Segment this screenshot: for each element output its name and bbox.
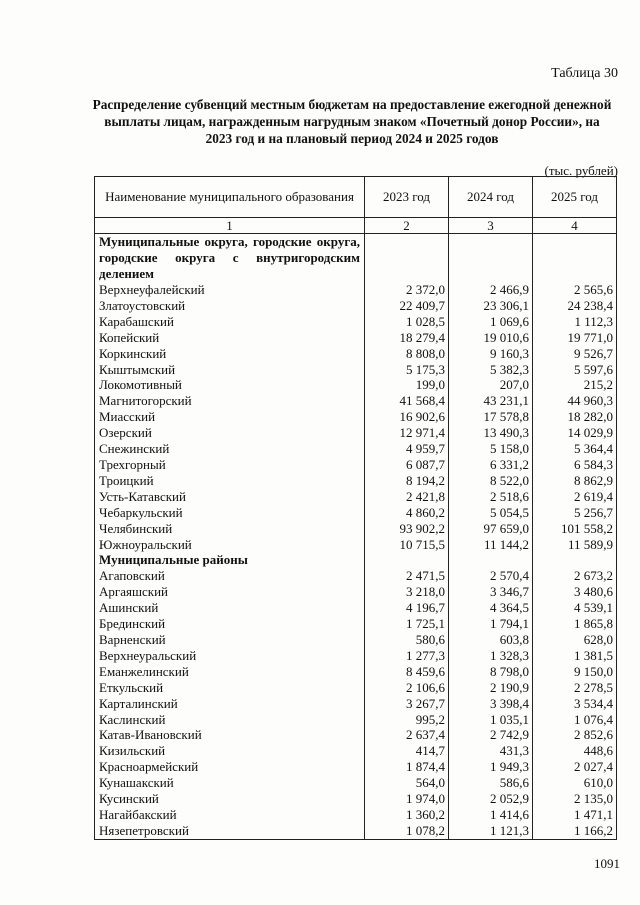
value-2024: 3 346,7 [449, 584, 533, 600]
value-2025: 9 150,0 [533, 664, 617, 680]
table-row [95, 346, 617, 362]
value-2025: 1 471,1 [533, 807, 617, 823]
value-2025: 2 673,2 [533, 568, 617, 584]
value-2024: 586,6 [449, 775, 533, 791]
municipality-name: Верхнеуральский [95, 648, 365, 664]
header-2023: 2023 год [365, 177, 449, 218]
header-2024: 2024 год [449, 177, 533, 218]
header-municipality: Наименование муниципального образования [95, 177, 365, 218]
value-2023: 10 715,5 [365, 537, 449, 553]
municipality-name: Красноармейский [95, 759, 365, 775]
table-row [95, 743, 617, 759]
value-2025: 14 029,9 [533, 425, 617, 441]
value-2025: 19 771,0 [533, 330, 617, 346]
value-2023: 3 218,0 [365, 584, 449, 600]
table-row [95, 457, 617, 473]
value-2023: 4 196,7 [365, 600, 449, 616]
value-2023: 2 471,5 [365, 568, 449, 584]
value-2025: 2 135,0 [533, 791, 617, 807]
value-2023: 1 360,2 [365, 807, 449, 823]
column-number-row [95, 218, 617, 234]
value-2025: 1 381,5 [533, 648, 617, 664]
value-2025: 4 539,1 [533, 600, 617, 616]
municipality-name: Челябинский [95, 521, 365, 537]
value-2025: 5 597,6 [533, 362, 617, 378]
page-number: 1091 [594, 856, 620, 871]
value-2023: 2 421,8 [365, 489, 449, 505]
municipality-name: Верхнеуфалейский [95, 282, 365, 298]
table-row [95, 712, 617, 728]
table-row [95, 807, 617, 823]
value-2025: 11 589,9 [533, 537, 617, 553]
value-2025: 5 256,7 [533, 505, 617, 521]
empty-cell [365, 234, 449, 283]
table-row [95, 600, 617, 616]
value-2025: 448,6 [533, 743, 617, 759]
value-2023: 6 087,7 [365, 457, 449, 473]
header-2025: 2025 год [533, 177, 617, 218]
value-2025: 9 526,7 [533, 346, 617, 362]
value-2024: 11 144,2 [449, 537, 533, 553]
value-2023: 1 028,5 [365, 314, 449, 330]
value-2024: 2 052,9 [449, 791, 533, 807]
table-row [95, 664, 617, 680]
municipality-name: Кусинский [95, 791, 365, 807]
municipality-name: Златоустовский [95, 298, 365, 314]
value-2023: 580,6 [365, 632, 449, 648]
table-row [95, 393, 617, 409]
municipality-name: Кизильский [95, 743, 365, 759]
table-row [95, 314, 617, 330]
municipality-name: Еткульский [95, 680, 365, 696]
value-2023: 3 267,7 [365, 696, 449, 712]
value-2025: 1 865,8 [533, 616, 617, 632]
municipality-name: Троицкий [95, 473, 365, 489]
value-2024: 8 522,0 [449, 473, 533, 489]
municipality-name: Нагайбакский [95, 807, 365, 823]
value-2024: 3 398,4 [449, 696, 533, 712]
value-2024: 97 659,0 [449, 521, 533, 537]
municipality-name: Еманжелинский [95, 664, 365, 680]
value-2024: 9 160,3 [449, 346, 533, 362]
value-2023: 1 874,4 [365, 759, 449, 775]
value-2025: 2 278,5 [533, 680, 617, 696]
table-row [95, 282, 617, 298]
value-2025: 44 960,3 [533, 393, 617, 409]
municipality-name: Кыштымский [95, 362, 365, 378]
value-2023: 1 974,0 [365, 791, 449, 807]
value-2024: 2 518,6 [449, 489, 533, 505]
table-row [95, 584, 617, 600]
subvention-table [94, 176, 617, 840]
section-header-row [95, 234, 617, 283]
value-2023: 12 971,4 [365, 425, 449, 441]
value-2023: 995,2 [365, 712, 449, 728]
municipality-name: Варненский [95, 632, 365, 648]
value-2023: 2 372,0 [365, 282, 449, 298]
table-row [95, 648, 617, 664]
municipality-name: Магнитогорский [95, 393, 365, 409]
value-2024: 431,3 [449, 743, 533, 759]
value-2023: 8 459,6 [365, 664, 449, 680]
value-2024: 43 231,1 [449, 393, 533, 409]
value-2025: 1 112,3 [533, 314, 617, 330]
table-row [95, 759, 617, 775]
municipality-name: Миасский [95, 409, 365, 425]
value-2024: 1 949,3 [449, 759, 533, 775]
value-2023: 5 175,3 [365, 362, 449, 378]
value-2024: 13 490,3 [449, 425, 533, 441]
value-2025: 610,0 [533, 775, 617, 791]
value-2025: 2 852,6 [533, 727, 617, 743]
municipality-name: Катав-Ивановский [95, 727, 365, 743]
value-2024: 1 069,6 [449, 314, 533, 330]
value-2024: 4 364,5 [449, 600, 533, 616]
value-2025: 101 558,2 [533, 521, 617, 537]
municipality-name: Карабашский [95, 314, 365, 330]
value-2024: 1 035,1 [449, 712, 533, 728]
value-2023: 1 078,2 [365, 823, 449, 839]
value-2025: 1 166,2 [533, 823, 617, 839]
municipality-name: Копейский [95, 330, 365, 346]
column-number: 1 [95, 218, 365, 234]
document-title: Распределение субвенций местным бюджетам на предоставление ежегодной денежной выплаты лицам, награжденным нагрудным знаком «Почетный донор России», на 2023 год и на плановый период 2024 и 2025 годов [92, 97, 612, 146]
table-row [95, 330, 617, 346]
empty-cell [533, 552, 617, 568]
table-row [95, 489, 617, 505]
units-label: (тыс. рублей) [544, 163, 618, 178]
value-2023: 4 860,2 [365, 505, 449, 521]
municipality-name: Коркинский [95, 346, 365, 362]
table-row [95, 409, 617, 425]
section-title: Муниципальные округа, городские округа, городские округа с внутригородским делением [95, 234, 365, 283]
value-2025: 24 238,4 [533, 298, 617, 314]
value-2023: 4 959,7 [365, 441, 449, 457]
table-row [95, 521, 617, 537]
table-row [95, 568, 617, 584]
value-2025: 1 076,4 [533, 712, 617, 728]
municipality-name: Снежинский [95, 441, 365, 457]
value-2023: 8 808,0 [365, 346, 449, 362]
value-2024: 2 742,9 [449, 727, 533, 743]
value-2024: 2 570,4 [449, 568, 533, 584]
municipality-name: Озерский [95, 425, 365, 441]
value-2025: 2 027,4 [533, 759, 617, 775]
column-number: 3 [449, 218, 533, 234]
municipality-name: Чебаркульский [95, 505, 365, 521]
value-2023: 93 902,2 [365, 521, 449, 537]
value-2023: 1 277,3 [365, 648, 449, 664]
municipality-name: Карталинский [95, 696, 365, 712]
value-2023: 22 409,7 [365, 298, 449, 314]
value-2024: 17 578,8 [449, 409, 533, 425]
value-2024: 1 794,1 [449, 616, 533, 632]
value-2025: 18 282,0 [533, 409, 617, 425]
value-2024: 5 382,3 [449, 362, 533, 378]
municipality-name: Агаповский [95, 568, 365, 584]
table-row [95, 823, 617, 839]
municipality-name: Локомотивный [95, 377, 365, 393]
table-row [95, 791, 617, 807]
column-number: 2 [365, 218, 449, 234]
municipality-name: Усть-Катавский [95, 489, 365, 505]
empty-cell [365, 552, 449, 568]
empty-cell [449, 552, 533, 568]
table-row [95, 441, 617, 457]
value-2023: 414,7 [365, 743, 449, 759]
table-row [95, 298, 617, 314]
value-2024: 1 414,6 [449, 807, 533, 823]
table-row [95, 632, 617, 648]
column-number: 4 [533, 218, 617, 234]
value-2025: 628,0 [533, 632, 617, 648]
municipality-name: Кунашакский [95, 775, 365, 791]
value-2023: 2 637,4 [365, 727, 449, 743]
table-row [95, 696, 617, 712]
municipality-name: Аргаяшский [95, 584, 365, 600]
table-row [95, 362, 617, 378]
value-2024: 207,0 [449, 377, 533, 393]
value-2024: 19 010,6 [449, 330, 533, 346]
value-2023: 199,0 [365, 377, 449, 393]
value-2023: 2 106,6 [365, 680, 449, 696]
value-2024: 2 190,9 [449, 680, 533, 696]
value-2024: 6 331,2 [449, 457, 533, 473]
table-row [95, 680, 617, 696]
municipality-name: Нязепетровский [95, 823, 365, 839]
empty-cell [533, 234, 617, 283]
value-2025: 6 584,3 [533, 457, 617, 473]
value-2023: 41 568,4 [365, 393, 449, 409]
value-2025: 5 364,4 [533, 441, 617, 457]
value-2023: 564,0 [365, 775, 449, 791]
municipality-name: Брединский [95, 616, 365, 632]
section-header-row [95, 552, 617, 568]
table-row [95, 505, 617, 521]
value-2023: 8 194,2 [365, 473, 449, 489]
section-title: Муниципальные районы [95, 552, 365, 568]
value-2023: 18 279,4 [365, 330, 449, 346]
value-2024: 5 054,5 [449, 505, 533, 521]
table-row [95, 616, 617, 632]
value-2024: 1 328,3 [449, 648, 533, 664]
value-2025: 3 480,6 [533, 584, 617, 600]
value-2024: 23 306,1 [449, 298, 533, 314]
municipality-name: Ашинский [95, 600, 365, 616]
value-2025: 2 619,4 [533, 489, 617, 505]
value-2025: 2 565,6 [533, 282, 617, 298]
municipality-name: Каслинский [95, 712, 365, 728]
value-2023: 16 902,6 [365, 409, 449, 425]
value-2025: 3 534,4 [533, 696, 617, 712]
table-row [95, 473, 617, 489]
table-body [95, 234, 617, 840]
value-2025: 8 862,9 [533, 473, 617, 489]
table-row [95, 775, 617, 791]
table-label: Таблица 30 [551, 66, 618, 81]
municipality-name: Трехгорный [95, 457, 365, 473]
table-row [95, 727, 617, 743]
value-2023: 1 725,1 [365, 616, 449, 632]
value-2024: 603,8 [449, 632, 533, 648]
value-2024: 8 798,0 [449, 664, 533, 680]
value-2024: 2 466,9 [449, 282, 533, 298]
table-row [95, 537, 617, 553]
empty-cell [449, 234, 533, 283]
municipality-name: Южноуральский [95, 537, 365, 553]
table-row [95, 377, 617, 393]
table-header-row [95, 177, 617, 218]
value-2024: 1 121,3 [449, 823, 533, 839]
table-row [95, 425, 617, 441]
value-2025: 215,2 [533, 377, 617, 393]
value-2024: 5 158,0 [449, 441, 533, 457]
